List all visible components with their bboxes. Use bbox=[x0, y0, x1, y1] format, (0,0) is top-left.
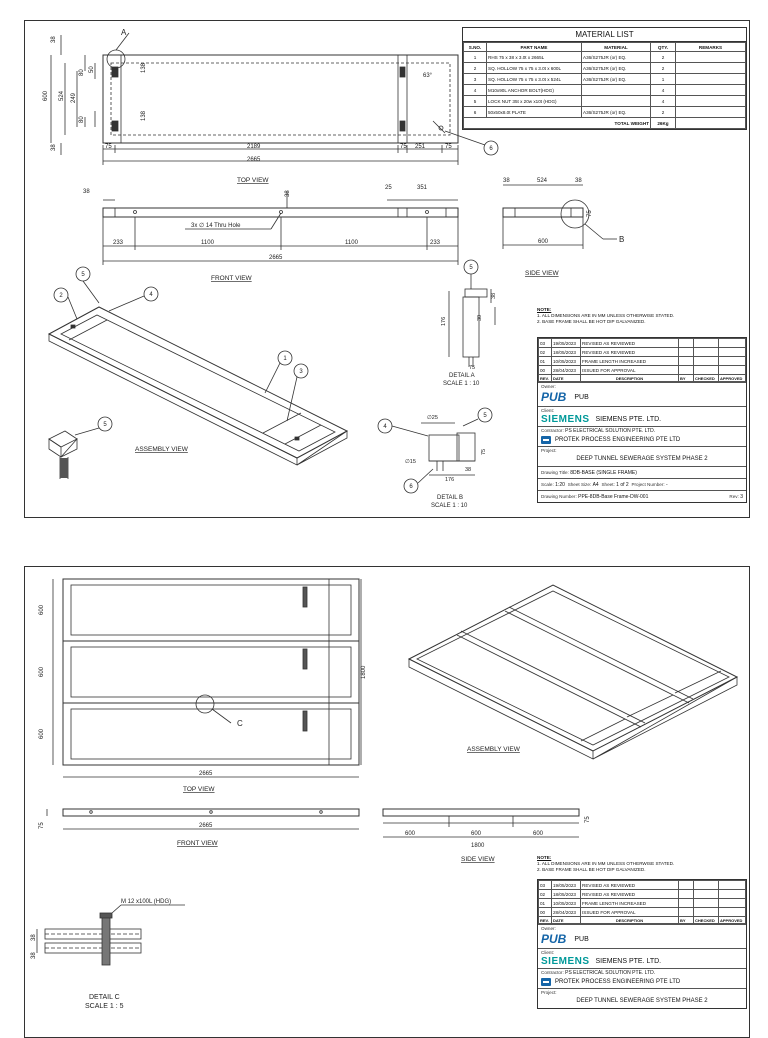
approved-cell bbox=[719, 908, 746, 917]
detail-b-title: DETAIL B bbox=[437, 495, 464, 501]
dim-75-end: 75 bbox=[445, 144, 452, 150]
client-name: SIEMENS PTE. LTD. bbox=[595, 957, 662, 965]
cell-no: 6 bbox=[464, 107, 487, 118]
dim-75-left: 75 bbox=[105, 144, 112, 150]
rev-header: REV. bbox=[539, 917, 552, 924]
assembly-view-2 bbox=[409, 585, 737, 759]
notes-title: NOTE: bbox=[537, 855, 552, 860]
checked-cell bbox=[694, 339, 719, 348]
side-view-title: SIDE VIEW bbox=[525, 270, 559, 277]
cell-part: RHS 75 x 38 x 3.0t x 2665L bbox=[487, 52, 582, 63]
desc-cell: REVISED AS REVIEWED bbox=[581, 881, 679, 890]
s2-side-view-title: SIDE VIEW bbox=[461, 856, 495, 863]
top-view-2 bbox=[53, 579, 361, 777]
dim-251: 251 bbox=[415, 144, 426, 150]
rev-cell: 03 bbox=[539, 339, 552, 348]
approved-header: APPROVED bbox=[719, 917, 746, 924]
cell-qty: 2 bbox=[651, 107, 676, 118]
table-row bbox=[539, 890, 746, 899]
s2-side-600-2: 600 bbox=[471, 831, 482, 837]
total-row bbox=[464, 118, 746, 129]
dim-angle: 63° bbox=[423, 73, 433, 79]
description-header: DESCRIPTION bbox=[581, 375, 679, 382]
client-info bbox=[541, 413, 743, 425]
front-dim-233-right: 233 bbox=[430, 240, 441, 246]
detail-b-dim-38: 38 bbox=[465, 467, 472, 473]
table-row bbox=[464, 85, 746, 96]
table-row bbox=[464, 52, 746, 63]
cell-qty: 1 bbox=[651, 74, 676, 85]
rev-cell: 03 bbox=[539, 881, 552, 890]
cell-no: 1 bbox=[464, 52, 487, 63]
table-row bbox=[539, 908, 746, 917]
dim-2189: 2189 bbox=[247, 144, 261, 150]
detail-c-title: DETAIL C bbox=[89, 994, 120, 1001]
material-list-table bbox=[463, 42, 746, 129]
approved-cell bbox=[719, 339, 746, 348]
side-dim-524: 524 bbox=[537, 178, 548, 184]
desc-cell: REVISED AS REVIEWED bbox=[581, 348, 679, 357]
detail-a-dim-30: 30 bbox=[477, 314, 483, 321]
note-2: 2. BASE FRAME SHALL BE HOT DIP GALVANIZED. bbox=[537, 319, 646, 324]
sheet-value: 1 of 2 bbox=[616, 481, 629, 488]
detail-b-dim-75: 75 bbox=[481, 448, 487, 455]
owner-info bbox=[541, 931, 743, 947]
approved-cell bbox=[719, 366, 746, 375]
revision-header bbox=[539, 375, 746, 382]
drawing-title-label: Drawing Title: bbox=[541, 470, 569, 475]
checked-cell bbox=[694, 366, 719, 375]
bolt-callout: M 12 x100L (HDG) bbox=[121, 899, 172, 905]
client-name: SIEMENS PTE. LTD. bbox=[595, 415, 662, 423]
desc-cell: ISSUED FOR APPROVAL bbox=[581, 366, 679, 375]
cell-part: 50x50x8.0t PLATE bbox=[487, 107, 582, 118]
cell-remarks bbox=[676, 63, 746, 74]
date-cell: 19/05/2023 bbox=[552, 339, 581, 348]
date-cell: 18/05/2023 bbox=[552, 348, 581, 357]
title-block-2 bbox=[537, 879, 747, 1009]
front-view-title: FRONT VIEW bbox=[211, 275, 252, 282]
checked-cell bbox=[694, 881, 719, 890]
s2-side-dim-75: 75 bbox=[585, 816, 591, 823]
protek-logo-icon bbox=[541, 436, 551, 444]
rev-cell: 02 bbox=[539, 348, 552, 357]
detail-a-label: A bbox=[121, 28, 127, 37]
approved-cell bbox=[719, 890, 746, 899]
side-dim-38-left: 38 bbox=[503, 178, 510, 184]
s2-front-view-title: FRONT VIEW bbox=[177, 840, 218, 847]
cell-no: 2 bbox=[464, 63, 487, 74]
total-remarks bbox=[676, 118, 746, 129]
table-row bbox=[464, 107, 746, 118]
front-dim-1100-left: 1100 bbox=[201, 240, 214, 246]
col-remarks: REMARKS bbox=[676, 43, 746, 52]
dim-80-bottom: 80 bbox=[79, 116, 85, 123]
cell-part: M10x90L ANCHOR BOLT(HDG) bbox=[487, 85, 582, 96]
dim-2665-top: 2665 bbox=[247, 157, 261, 163]
pub-logo: PUB bbox=[541, 390, 567, 404]
contractor-label: Contractor: bbox=[541, 970, 564, 975]
dim-75-right: 75 bbox=[400, 144, 407, 150]
total-weight-label: TOTAL WEIGHT bbox=[464, 118, 651, 129]
approved-header: APPROVED bbox=[719, 375, 746, 382]
owner-label: Owner: bbox=[541, 384, 556, 389]
col-qty: QTY. bbox=[651, 43, 676, 52]
note-1: 1. ALL DIMENSIONS ARE IN MM UNLESS OTHERWISE STATED. bbox=[537, 861, 675, 866]
side-dim-75: 75 bbox=[587, 210, 593, 217]
balloon-4-detail-b: 4 bbox=[383, 424, 387, 430]
detail-c-label: C bbox=[237, 719, 243, 728]
table-row bbox=[464, 96, 746, 107]
approved-cell bbox=[719, 899, 746, 908]
rev-value: 3 bbox=[740, 493, 743, 500]
date-cell: 10/05/2023 bbox=[552, 357, 581, 366]
approved-cell bbox=[719, 881, 746, 890]
s2-front-dim-75: 75 bbox=[39, 822, 45, 829]
col-material: MATERIAL bbox=[582, 43, 651, 52]
protek-logo-icon bbox=[541, 978, 551, 986]
detail-a-dim-75: 75 bbox=[469, 365, 476, 371]
sheet-label: Sheet: bbox=[601, 482, 615, 487]
s2-side-600-3: 600 bbox=[533, 831, 544, 837]
siemens-logo: SIEMENS bbox=[541, 413, 590, 425]
dim-138-bottom: 138 bbox=[141, 110, 147, 121]
date-header: DATE bbox=[552, 917, 581, 924]
date-cell: 19/05/2023 bbox=[552, 881, 581, 890]
detail-b-phi15: ∅15 bbox=[405, 459, 416, 465]
balloon-4: 4 bbox=[149, 292, 153, 298]
front-dim-25: 25 bbox=[385, 185, 392, 191]
drawing-sheet-2 bbox=[24, 566, 750, 1038]
cell-material: A36/S275JR (or) EQ. bbox=[582, 74, 651, 85]
cell-material: A36/S275JR (or) EQ. bbox=[582, 63, 651, 74]
s2-side-1800: 1800 bbox=[471, 843, 485, 849]
project-name: DEEP TUNNEL SEWERAGE SYSTEM PHASE 2 bbox=[576, 998, 708, 1004]
revision-header bbox=[539, 917, 746, 924]
cell-qty: 4 bbox=[651, 85, 676, 96]
contractor-label: Contractor: bbox=[541, 428, 564, 433]
cell-material: A36/S275JR (or) EQ. bbox=[582, 107, 651, 118]
notes-title: NOTE: bbox=[537, 307, 552, 312]
client-row bbox=[538, 406, 746, 426]
by-cell bbox=[679, 890, 694, 899]
desc-cell: FRAME LENGTH INCREASED bbox=[581, 899, 679, 908]
cell-no: 5 bbox=[464, 96, 487, 107]
col-sno: S.NO. bbox=[464, 43, 487, 52]
detail-a-circle bbox=[107, 50, 125, 68]
side-view bbox=[503, 185, 617, 249]
drawing-title: 8DB-BASE (SINGLE FRAME) bbox=[570, 469, 637, 476]
note-1: 1. ALL DIMENSIONS ARE IN MM UNLESS OTHERWISE STATED. bbox=[537, 313, 675, 318]
detail-a-dim-38: 38 bbox=[491, 292, 497, 299]
client-label: Client: bbox=[541, 950, 555, 955]
checked-cell bbox=[694, 899, 719, 908]
dim-524: 524 bbox=[59, 90, 65, 101]
cell-remarks bbox=[676, 74, 746, 85]
siemens-logo: SIEMENS bbox=[541, 955, 590, 967]
cell-part: SQ. HOLLOW 75 x 75 x 3.0t x 600L bbox=[487, 63, 582, 74]
balloon-5: 5 bbox=[81, 272, 85, 278]
table-row bbox=[539, 366, 746, 375]
detail-c-scale: SCALE 1 : 5 bbox=[85, 1003, 124, 1010]
size-value: A4 bbox=[592, 481, 599, 488]
by-cell bbox=[679, 366, 694, 375]
balloon-6-detail-b: 6 bbox=[409, 484, 413, 490]
material-list-title: MATERIAL LIST bbox=[463, 28, 746, 42]
contractor-name: PS ELECTRICAL SOLUTION PTE. LTD. bbox=[565, 970, 656, 976]
cell-no: 4 bbox=[464, 85, 487, 96]
detail-a-title: DETAIL A bbox=[449, 373, 475, 379]
revision-table bbox=[538, 880, 746, 924]
cell-remarks bbox=[676, 107, 746, 118]
approved-cell bbox=[719, 357, 746, 366]
dim-38: 38 bbox=[51, 36, 57, 43]
scale-label: Scale: bbox=[541, 482, 554, 487]
date-cell: 10/05/2023 bbox=[552, 899, 581, 908]
owner-row bbox=[538, 924, 746, 948]
desc-cell: REVISED AS REVIEWED bbox=[581, 890, 679, 899]
contractor-row bbox=[538, 968, 746, 988]
drawing-number-row bbox=[538, 490, 746, 502]
table-row bbox=[539, 357, 746, 366]
project-name: DEEP TUNNEL SEWERAGE SYSTEM PHASE 2 bbox=[576, 456, 708, 462]
table-row bbox=[539, 899, 746, 908]
note-2: 2. BASE FRAME SHALL BE HOT DIP GALVANIZED. bbox=[537, 867, 646, 872]
date-header: DATE bbox=[552, 375, 581, 382]
size-label: Sheet Size: bbox=[567, 482, 592, 487]
detail-c-dim-38-bottom: 38 bbox=[31, 952, 37, 959]
by-cell bbox=[679, 339, 694, 348]
table-row bbox=[464, 63, 746, 74]
dim-600: 600 bbox=[43, 90, 49, 101]
cell-part: SQ. HOLLOW 75 x 75 x 3.0t x 524L bbox=[487, 74, 582, 85]
date-cell: 18/05/2023 bbox=[552, 890, 581, 899]
balloon-5-detail-a: 5 bbox=[469, 265, 473, 271]
front-dim-351: 351 bbox=[417, 185, 428, 191]
rev-cell: 00 bbox=[539, 366, 552, 375]
checked-cell bbox=[694, 348, 719, 357]
rev-label: Rev: bbox=[729, 494, 739, 499]
detail-b-circle bbox=[561, 200, 589, 228]
detail-c-circle bbox=[196, 695, 214, 713]
owner-label: Owner: bbox=[541, 926, 556, 931]
detail-b-phi25: ∅25 bbox=[427, 415, 438, 421]
cell-qty: 2 bbox=[651, 63, 676, 74]
drawing-number: PPE-8DB-Base Frame-DW-001 bbox=[578, 493, 649, 500]
balloon-1: 1 bbox=[283, 356, 287, 362]
client-label: Client: bbox=[541, 408, 555, 413]
cell-remarks bbox=[676, 85, 746, 96]
revision-table bbox=[538, 338, 746, 382]
dim-138-top: 138 bbox=[141, 62, 147, 73]
balloon-3: 3 bbox=[299, 369, 303, 375]
contractor-row bbox=[538, 426, 746, 446]
balloons bbox=[54, 131, 498, 493]
dim-38-b: 38 bbox=[51, 144, 57, 151]
client-row bbox=[538, 948, 746, 968]
detail-b-label: B bbox=[619, 235, 625, 244]
cell-material bbox=[582, 96, 651, 107]
rev-cell: 01 bbox=[539, 357, 552, 366]
checked-header: CHECKED bbox=[694, 917, 719, 924]
table-row bbox=[539, 339, 746, 348]
dim-80-top: 80 bbox=[79, 69, 85, 76]
assembly-view bbox=[49, 307, 347, 465]
front-dim-1100-right: 1100 bbox=[345, 240, 358, 246]
front-view bbox=[103, 191, 458, 265]
cell-material: A36/S275JR (or) EQ. bbox=[582, 52, 651, 63]
rev-cell: 01 bbox=[539, 899, 552, 908]
checked-cell bbox=[694, 890, 719, 899]
owner-name: PUB bbox=[574, 935, 589, 943]
by-cell bbox=[679, 881, 694, 890]
owner-info bbox=[541, 389, 743, 405]
detail-a bbox=[449, 289, 495, 367]
project-row bbox=[538, 988, 746, 1008]
notes-sheet2 bbox=[537, 855, 674, 873]
front-dim-38: 38 bbox=[83, 189, 90, 195]
cell-remarks bbox=[676, 52, 746, 63]
scale-row bbox=[538, 478, 746, 490]
balloon-6: 6 bbox=[489, 146, 493, 152]
detail-a-dim-176: 176 bbox=[441, 316, 447, 326]
cell-remarks bbox=[676, 96, 746, 107]
s2-front-dim-2665: 2665 bbox=[199, 823, 213, 829]
balloon-5-detail-b: 5 bbox=[483, 413, 487, 419]
side-dim-600: 600 bbox=[538, 239, 549, 245]
front-dim-2665: 2665 bbox=[269, 255, 283, 261]
cell-material bbox=[582, 85, 651, 96]
table-row bbox=[539, 881, 746, 890]
rev-header: REV. bbox=[539, 375, 552, 382]
approved-cell bbox=[719, 348, 746, 357]
top-view-title: TOP VIEW bbox=[237, 177, 269, 184]
balloon-2: 2 bbox=[59, 293, 63, 299]
desc-cell: REVISED AS REVIEWED bbox=[581, 339, 679, 348]
drawing-title-row bbox=[538, 466, 746, 478]
dim-249: 249 bbox=[71, 92, 77, 103]
desc-cell: FRAME LENGTH INCREASED bbox=[581, 357, 679, 366]
description-header: DESCRIPTION bbox=[581, 917, 679, 924]
subcontractor-name: PROTEK PROCESS ENGINEERING PTE LTD bbox=[555, 978, 681, 985]
detail-c bbox=[37, 905, 185, 965]
by-cell bbox=[679, 908, 694, 917]
project-number-label: Project Number: bbox=[631, 482, 665, 487]
by-header: BY bbox=[679, 917, 694, 924]
drawing-number-label: Drawing Number: bbox=[541, 494, 577, 499]
detail-b-scale: SCALE 1 : 10 bbox=[431, 503, 468, 509]
notes bbox=[537, 307, 674, 325]
material-list bbox=[462, 27, 747, 130]
owner-row bbox=[538, 382, 746, 406]
detail-a-scale: SCALE 1 : 10 bbox=[443, 381, 480, 387]
by-cell bbox=[679, 899, 694, 908]
rev-cell: 00 bbox=[539, 908, 552, 917]
by-cell bbox=[679, 348, 694, 357]
table-row bbox=[464, 74, 746, 85]
s2-side-600-1: 600 bbox=[405, 831, 416, 837]
total-weight-value: 26Kg bbox=[651, 118, 676, 129]
s2-dim-600-2: 600 bbox=[39, 666, 45, 677]
cell-no: 3 bbox=[464, 74, 487, 85]
s2-assembly-view-title: ASSEMBLY VIEW bbox=[467, 746, 520, 753]
dim-50: 50 bbox=[89, 66, 95, 73]
cell-qty: 4 bbox=[651, 96, 676, 107]
client-info bbox=[541, 955, 743, 967]
checked-cell bbox=[694, 357, 719, 366]
front-dim-233-left: 233 bbox=[113, 240, 124, 246]
cell-part: LOCK NUT 35t x 20w x10t (HDG) bbox=[487, 96, 582, 107]
date-cell: 28/04/2023 bbox=[552, 908, 581, 917]
cell-qty: 2 bbox=[651, 52, 676, 63]
detail-c-dim-38-top: 38 bbox=[31, 934, 37, 941]
scale-value: 1:20 bbox=[555, 481, 565, 488]
owner-name: PUB bbox=[574, 393, 589, 401]
s2-dim-2665-top: 2665 bbox=[199, 771, 213, 777]
project-row bbox=[538, 446, 746, 466]
subcontractor-name: PROTEK PROCESS ENGINEERING PTE LTD bbox=[555, 436, 681, 443]
project-label: Project: bbox=[541, 990, 557, 995]
col-part-name: PART NAME bbox=[487, 43, 582, 52]
s2-top-view-title: TOP VIEW bbox=[183, 786, 215, 793]
side-dim-38-right: 38 bbox=[575, 178, 582, 184]
by-cell bbox=[679, 357, 694, 366]
project-label: Project: bbox=[541, 448, 557, 453]
pub-logo: PUB bbox=[541, 932, 567, 946]
rev-cell: 02 bbox=[539, 890, 552, 899]
table-row bbox=[539, 348, 746, 357]
title-block-1 bbox=[537, 337, 747, 503]
contractor-name: PS ELECTRICAL SOLUTION PTE. LTD. bbox=[565, 428, 656, 434]
project-number-value: - bbox=[666, 481, 668, 488]
by-header: BY bbox=[679, 375, 694, 382]
desc-cell: ISSUED FOR APPROVAL bbox=[581, 908, 679, 917]
hole-callout: 3x ∅ 14 Thru Hole bbox=[191, 223, 241, 229]
lock-nut-view bbox=[49, 431, 77, 479]
balloon-5-nut: 5 bbox=[103, 422, 107, 428]
detail-b-dim-176: 176 bbox=[445, 477, 455, 483]
s2-dim-600-3: 600 bbox=[39, 728, 45, 739]
checked-header: CHECKED bbox=[694, 375, 719, 382]
checked-cell bbox=[694, 908, 719, 917]
s2-dim-1800: 1800 bbox=[361, 665, 367, 679]
s2-dim-600-1: 600 bbox=[39, 604, 45, 615]
date-cell: 28/04/2023 bbox=[552, 366, 581, 375]
assembly-view-title: ASSEMBLY VIEW bbox=[135, 446, 188, 453]
drawing-sheet-1 bbox=[24, 20, 750, 518]
front-dim-38-v: 38 bbox=[285, 190, 291, 197]
